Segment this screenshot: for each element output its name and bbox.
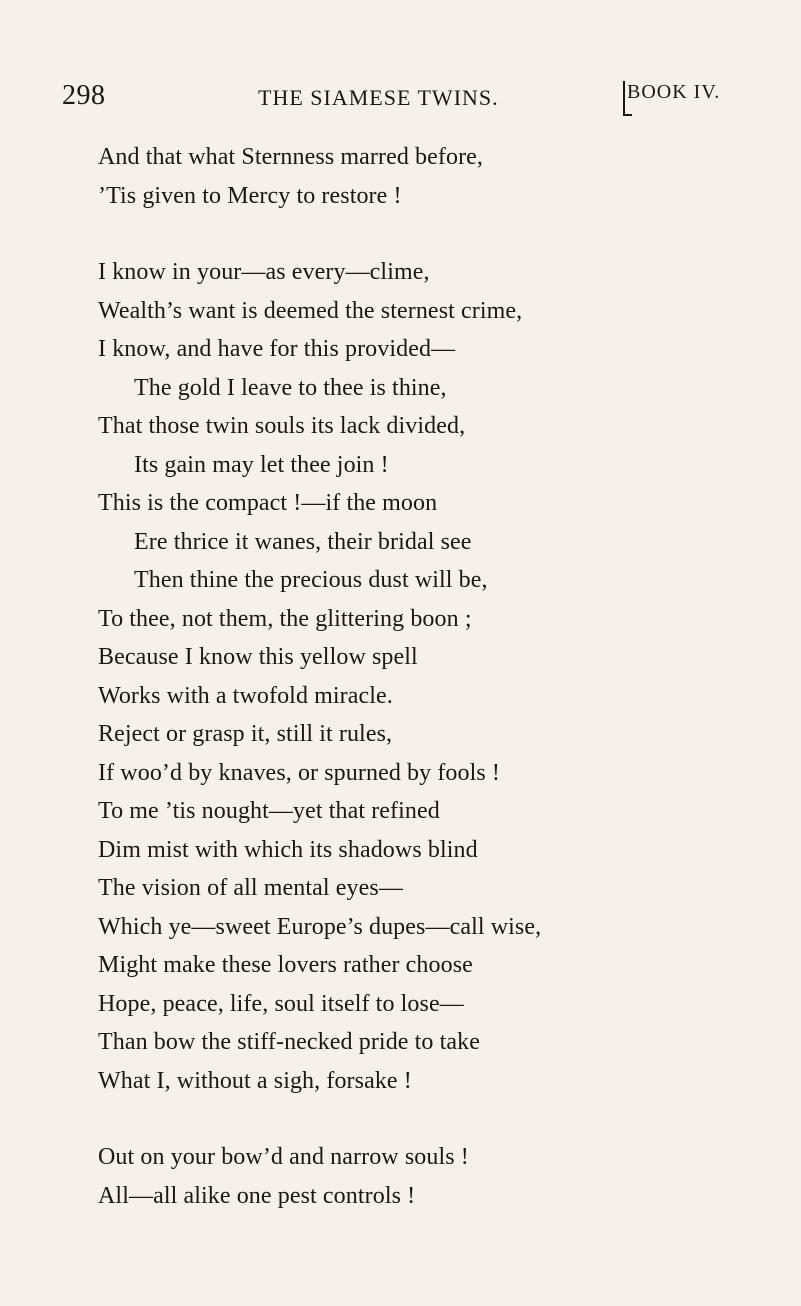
poem-line: Because I know this yellow spell: [98, 644, 418, 670]
poem-line: Dim mist with which its shadows blind: [98, 836, 478, 863]
poem-line: ’Tis given to Mercy to restore !: [98, 182, 402, 209]
stanza: [98, 1138, 788, 1215]
poem-line: To thee, not them, the glittering boon ;: [98, 605, 472, 632]
poem-line: Then thine the precious dust will be,: [134, 567, 488, 593]
poem-line: Which ye—sweet Europe’s dupes—call wise,: [98, 913, 542, 940]
poem-line: Out on your bow’d and narrow souls !: [98, 1144, 469, 1170]
poem-line: Hope, peace, life, soul itself to lose—: [98, 990, 464, 1017]
poem-line: What I, without a sigh, forsake !: [98, 1067, 412, 1094]
poem-line: To me ’tis nought—yet that refined: [98, 798, 440, 824]
stanza-break: [98, 1100, 788, 1138]
poem-line: This is the compact !—if the moon: [98, 490, 438, 516]
poem-line: I know, and have for this provided—: [98, 336, 456, 362]
poem-line: If woo’d by knaves, or spurned by fools !: [98, 759, 501, 786]
poem-line: Its gain may let thee join !: [134, 451, 389, 478]
poem-line: Reject or grasp it, still it rules,: [98, 721, 393, 747]
poem-line: And that what Sternness marred before,: [98, 144, 484, 170]
poem-line: All—all alike one pest controls !: [98, 1182, 416, 1209]
poem-line: Might make these lovers rather choose: [98, 952, 473, 978]
stanza: [98, 138, 788, 215]
poem-line: Wealth’s want is deemed the sternest crime,: [98, 297, 523, 324]
poem-body: [98, 138, 788, 1215]
poem-line: Works with a twofold miracle.: [98, 682, 393, 709]
poem-line: The gold I leave to thee is thine,: [134, 374, 447, 401]
book-label: BOOK IV.: [627, 81, 721, 103]
poem-line: The vision of all mental eyes—: [98, 875, 403, 901]
poem-line: That those twin souls its lack divided,: [98, 413, 466, 439]
stanza-break: [98, 215, 788, 253]
page-header: [62, 80, 767, 120]
poem-line: Than bow the stiff-necked pride to take: [98, 1029, 480, 1055]
poem-line: Ere thrice it wanes, their bridal see: [134, 528, 472, 555]
page-number: 298: [62, 80, 106, 111]
stanza: [98, 253, 788, 1100]
poem-line: I know in your—as every—clime,: [98, 259, 430, 285]
running-title: THE SIAMESE TWINS.: [258, 85, 499, 110]
